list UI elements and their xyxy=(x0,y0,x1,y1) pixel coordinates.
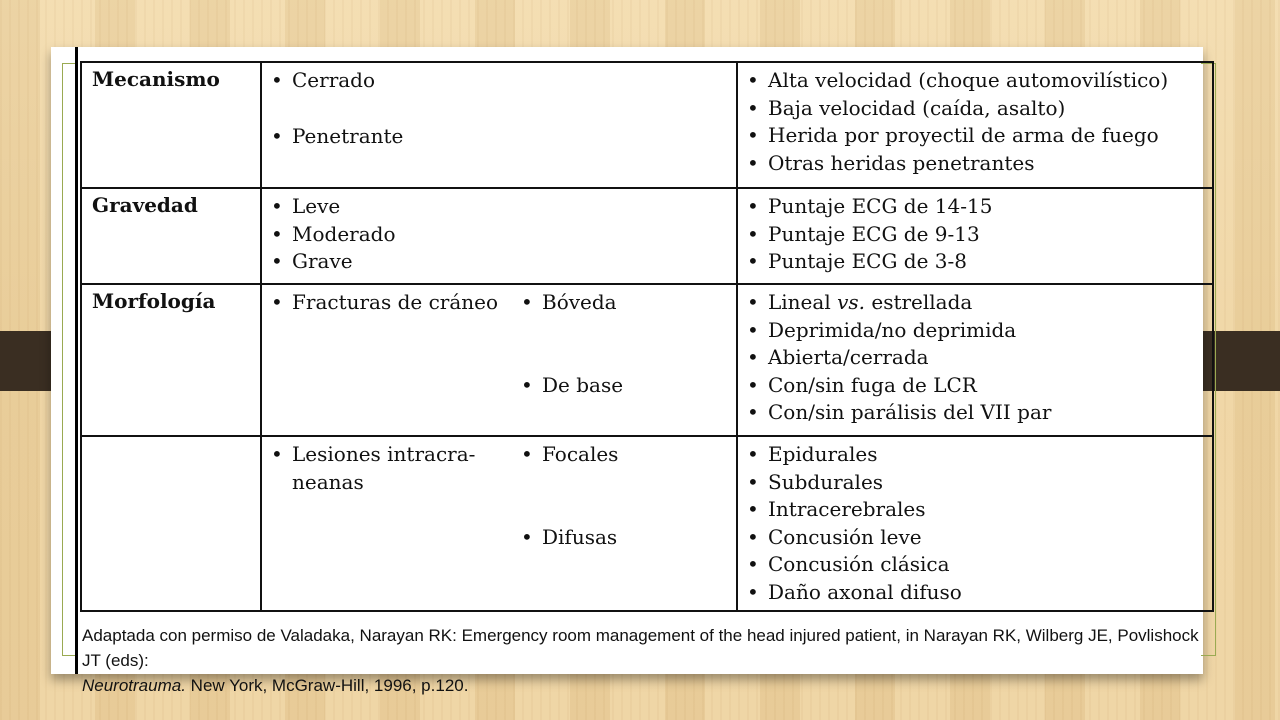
list-item: • Con/sin fuga de LCR xyxy=(738,372,1212,400)
table-row-lesiones xyxy=(81,436,1213,611)
morfologia-fracture-details xyxy=(737,284,1213,436)
list-item: • Puntaje ECG de 3-8 xyxy=(738,248,1212,276)
list-item: • Daño axonal difuso xyxy=(738,579,1212,607)
source-footnote xyxy=(82,623,1200,698)
list-item: • Deprimida/no deprimida xyxy=(738,317,1212,345)
list-item: • Abierta/cerrada xyxy=(738,344,1212,372)
table-row-morfologia xyxy=(81,284,1213,436)
list-item: • Intracerebrales xyxy=(738,496,1212,524)
list-item: • Lesiones intracra- neanas xyxy=(262,441,512,496)
morfologia-fracturas xyxy=(261,284,737,436)
footnote-line-2: Neurotrauma. New York, McGraw-Hill, 1996, p.120. xyxy=(82,676,469,695)
list-item: • Otras heridas penetrantes xyxy=(738,150,1212,178)
list-item: • Epidurales xyxy=(738,441,1212,469)
morfologia-lesiones xyxy=(261,436,737,611)
list-item: • Cerrado xyxy=(262,67,736,95)
list-item: • Puntaje ECG de 9-13 xyxy=(738,221,1212,249)
gravedad-scores xyxy=(737,188,1213,284)
list-item: • Leve xyxy=(262,193,736,221)
list-item: • Herida por proyectil de arma de fuego xyxy=(738,122,1212,150)
row-label-mecanismo: Mecanismo xyxy=(81,62,261,188)
list-item: • Subdurales xyxy=(738,469,1212,497)
lesiones-details xyxy=(737,436,1213,611)
list-item: • Lineal vs. estrellada xyxy=(738,289,1212,317)
row-label-gravedad: Gravedad xyxy=(81,188,261,284)
list-item: • Alta velocidad (choque automovilístico) xyxy=(738,67,1212,95)
gravedad-levels xyxy=(261,188,737,284)
list-item: • Con/sin parálisis del VII par xyxy=(738,399,1212,427)
list-item: • Baja velocidad (caída, asalto) xyxy=(738,95,1212,123)
table-row-mecanismo xyxy=(81,62,1213,188)
list-item: • Puntaje ECG de 14-15 xyxy=(738,193,1212,221)
wood-band-left xyxy=(0,331,52,391)
list-item: • Concusión clásica xyxy=(738,551,1212,579)
table-row-gravedad xyxy=(81,188,1213,284)
list-item: • De base xyxy=(512,372,736,400)
list-item: • Difusas xyxy=(512,524,736,552)
journal-title: Neurotrauma. xyxy=(82,676,186,695)
list-item: • Grave xyxy=(262,248,736,276)
slide-left-rule xyxy=(75,47,78,674)
list-item: • Focales xyxy=(512,441,736,469)
footnote-line-1: Adaptada con permiso de Valadaka, Narayan RK: Emergency room management of the head injured patient, in Narayan RK, Wilberg JE, Povlishock JT (eds): xyxy=(82,626,1199,670)
list-item: • Moderado xyxy=(262,221,736,249)
list-item: • Bóveda xyxy=(512,289,736,317)
mecanismo-details xyxy=(737,62,1213,188)
list-item: • Concusión leve xyxy=(738,524,1212,552)
classification-table xyxy=(80,61,1214,612)
frame-bracket-left xyxy=(62,63,76,656)
mecanismo-types xyxy=(261,62,737,188)
row-label-morfologia: Morfología xyxy=(81,284,261,436)
row-label-empty xyxy=(81,436,261,611)
list-item: • Penetrante xyxy=(262,123,736,151)
list-item: • Fracturas de cráneo xyxy=(262,289,512,317)
